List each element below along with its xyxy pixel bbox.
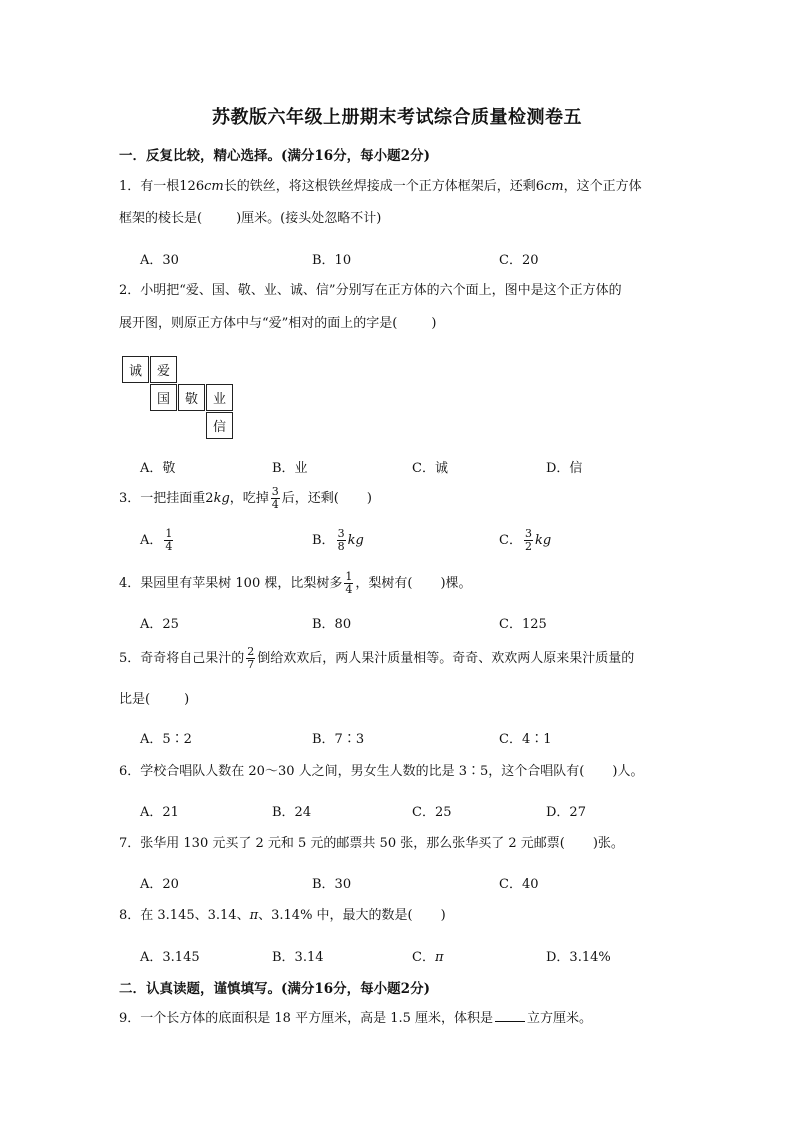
q7-option-a[interactable]: A．20 [140,877,179,892]
q7-option-c[interactable]: C．40 [499,877,539,892]
q5-text: 比是( [119,692,151,707]
q5-text: 倒给欢欢后，两人果汁质量相等。奇奇、欢欢两人原来果汁质量的 [257,651,635,666]
q1-text: 1．有一根 [119,179,180,194]
fraction: $\frac{3}{2}$ [524,527,532,553]
q3-option-b[interactable] [312,528,364,553]
q5-option-c[interactable]: C．4∶1 [499,732,552,747]
q8-option-b[interactable]: B．3.14 [272,950,324,965]
q3-text: 3．一把挂面重 [119,491,206,506]
pi-symbol: π [249,908,259,923]
net-face: 诚 [122,356,149,383]
q3-option-c[interactable] [499,528,551,553]
q3-unit-kg: kg [213,491,230,506]
q3-text: ) [366,491,372,506]
fraction: $\frac{1}{4}$ [345,570,353,596]
q9-text: 立方厘米。 [527,1011,593,1026]
question-5-line-1 [119,646,634,671]
fraction: $\frac{2}{7}$ [247,645,255,671]
q2-option-a[interactable]: A．敬 [140,461,176,476]
q6-option-d[interactable]: D．27 [546,805,586,820]
net-face: 信 [206,412,233,439]
q1-text: ，这个正方体 [563,179,642,194]
q1-option-a[interactable]: A．30 [140,253,179,268]
net-face: 爱 [150,356,177,383]
q4-option-b[interactable]: B．80 [312,617,352,632]
q4-option-c[interactable]: C．125 [499,617,547,632]
q4-option-a[interactable]: A．25 [140,617,179,632]
question-3 [119,486,372,511]
q4-text: 4．果园里有苹果树 100 棵，比梨树多 [119,576,343,591]
question-4 [119,571,472,596]
answer-blank[interactable] [495,1009,525,1022]
q5-option-a[interactable]: A．5∶2 [140,732,192,747]
option-letter: C． [412,950,435,965]
net-face: 敬 [178,384,205,411]
unit-kg: kg [347,533,364,548]
q5-text: 5．奇奇将自己果汁的 [119,651,245,666]
q6-option-c[interactable]: C．25 [412,805,452,820]
q8-text: 8．在 3.145、3.14、 [119,908,250,923]
q3-option-a[interactable] [140,528,175,553]
q1-unit-cm: cm [204,179,224,194]
q2-option-b[interactable]: B．业 [272,461,308,476]
q1-text: 长的铁丝，将这根铁丝焊接成一个正方体框架后，还剩 [223,179,536,194]
q1-option-b[interactable]: B．10 [312,253,352,268]
q8-option-c[interactable] [412,946,444,965]
fraction: $\frac{1}{4}$ [165,527,173,553]
q8-text: 、3.14% 中，最大的数是( [258,908,413,923]
q6-option-b[interactable]: B．24 [272,805,312,820]
q4-text: ，梨树有( [355,576,413,591]
question-9 [119,1009,592,1029]
q1-value-length: 126 [179,179,205,194]
q2-option-c[interactable]: C．诚 [412,461,448,476]
q8-option-d[interactable]: D．3.14% [546,950,611,965]
question-5-line-2 [119,690,189,710]
q1-value-left: 6 [535,179,545,194]
section-heading-1: 一．反复比较，精心选择。(满分16分，每小题2分) [119,148,430,164]
page-title: 苏教版六年级上册期末考试综合质量检测卷五 [212,107,582,128]
q8-text: ) [440,908,446,923]
q7-option-b[interactable]: B．30 [312,877,352,892]
option-letter: B． [312,533,335,548]
question-2-line-2 [119,314,436,334]
fraction: $\frac{3}{8}$ [337,527,345,553]
q2-option-d[interactable]: D．信 [546,461,583,476]
net-face: 国 [150,384,177,411]
q5-option-b[interactable]: B．7∶3 [312,732,365,747]
q6-text: 6．学校合唱队人数在 20～30 人之间，男女生人数的比是 3∶5，这个合唱队有( [119,764,585,779]
question-2-line-1: 2．小明把“爱、国、敬、业、诚、信”分别写在正方体的六个面上，图中是这个正方体的 [119,283,622,298]
question-1-line-1 [119,177,642,197]
option-letter: A． [140,533,163,548]
q1-option-c[interactable]: C．20 [499,253,539,268]
question-7 [119,834,624,854]
q3-weight: 2 [205,491,214,506]
q6-option-a[interactable]: A．21 [140,805,179,820]
q7-text: 7．张华用 130 元买了 2 元和 5 元的邮票共 50 张，那么张华买了 2 元邮票( [119,836,565,851]
question-6 [119,762,643,782]
fraction: $\frac{3}{4}$ [271,485,279,511]
q1-text: )厘米。(接头处忽略不计) [236,211,382,226]
q7-text: )张。 [592,836,624,851]
q2-text: ) [431,316,437,331]
q2-text: 展开图，则原正方体中与“爱”相对的面上的字是( [119,316,398,331]
q4-text: )棵。 [440,576,472,591]
section-heading-2: 二．认真读题，谨慎填写。(满分16分，每小题2分) [119,981,430,997]
question-8 [119,906,446,926]
q3-text: 后，还剩( [281,491,339,506]
q8-option-a[interactable]: A．3.145 [140,950,200,965]
q9-text: 9．一个长方体的底面积是 18 平方厘米，高是 1.5 厘米，体积是 [119,1011,494,1026]
net-face: 业 [206,384,233,411]
question-1-line-2 [119,209,381,229]
q1-unit-cm: cm [544,179,564,194]
q6-text: )人。 [612,764,644,779]
unit-kg: kg [534,533,552,548]
pi-symbol: π [434,950,444,965]
q5-text: ) [184,692,190,707]
q3-text: ，吃掉 [229,491,269,506]
q1-text: 框架的棱长是( [119,211,203,226]
option-letter: C． [499,533,522,548]
